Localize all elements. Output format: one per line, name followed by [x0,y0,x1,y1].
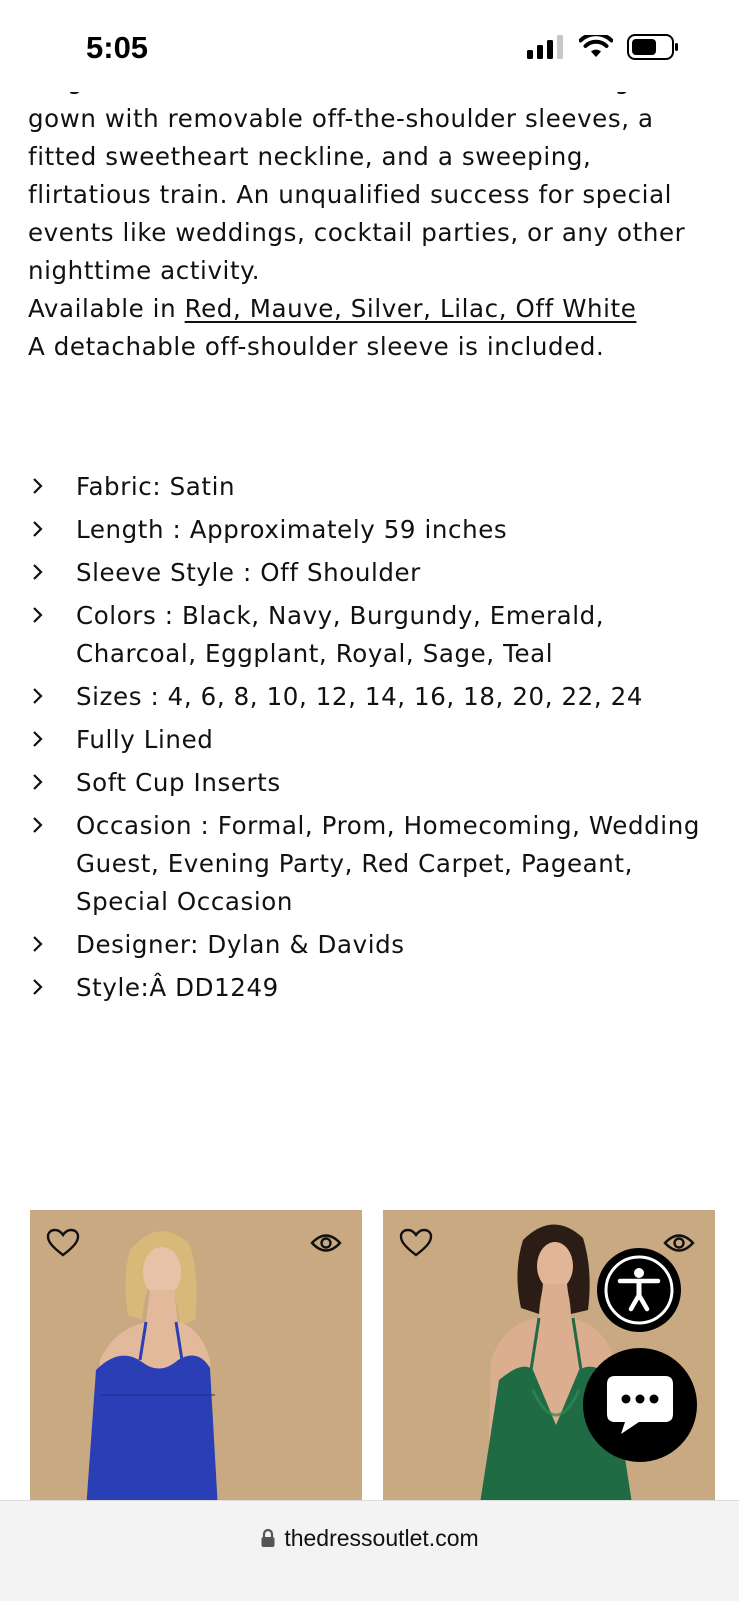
chevron-right-icon [28,727,48,751]
spec-item [28,807,718,921]
spec-item [28,468,718,506]
chevron-right-icon [28,517,48,541]
spec-text: Designer: Dylan & Davids [76,930,405,959]
heart-icon[interactable] [399,1228,433,1258]
chevron-right-icon [28,684,48,708]
spec-item [28,597,718,673]
cellular-signal-icon [527,35,565,59]
chevron-right-icon [28,813,48,837]
spec-item [28,969,718,1007]
available-prefix: Available in [28,294,185,323]
status-icons [527,34,679,60]
wifi-icon [579,35,613,59]
url-display[interactable] [0,1525,739,1552]
spec-text: Occasion : Formal, Prom, Homecoming, Wedding Guest, Evening Party, Red Carpet, Pageant, Special Occasion [76,811,700,916]
product-card[interactable] [30,1210,362,1510]
chat-bubble-icon [605,1374,675,1436]
available-color-links[interactable]: Red, Mauve, Silver, Lilac, Off White [184,294,637,323]
sleeve-note: A detachable off-shoulder sleeve is included. [28,332,605,361]
spec-text: Length : Approximately 59 inches [76,515,508,544]
url-text: thedressoutlet.com [284,1525,479,1551]
chevron-right-icon [28,975,48,999]
spec-text: Fabric: Satin [76,472,236,501]
spec-item [28,554,718,592]
chevron-right-icon [28,474,48,498]
chevron-right-icon [28,560,48,584]
spec-item [28,511,718,549]
description-body: gown with removable off-the-shoulder sleeves, a fitted sweetheart neckline, and a sweeping, flirtatious train. An unqualified success for special events like weddings, cocktail parties, or any other nighttime activity. [28,104,686,285]
spec-list [28,468,718,1007]
chevron-right-icon [28,603,48,627]
accessibility-button[interactable] [597,1248,681,1332]
chat-button[interactable] [583,1348,697,1462]
spec-text: Soft Cup Inserts [76,768,281,797]
eye-icon[interactable] [663,1232,695,1254]
chevron-right-icon [28,932,48,956]
status-time: 5:05 [86,30,149,65]
spec-item [28,764,718,802]
spec-item [28,678,718,716]
spec-text: Fully Lined [76,725,214,754]
spec-text: Sizes : 4, 6, 8, 10, 12, 14, 16, 18, 20, 22, 24 [76,682,644,711]
spec-text: Sleeve Style : Off Shoulder [76,558,421,587]
browser-url-bar[interactable] [0,1500,739,1601]
eye-icon[interactable] [310,1232,342,1254]
spec-item [28,926,718,964]
accessibility-icon [602,1253,676,1327]
available-colors [28,290,718,328]
spec-text: Colors : Black, Navy, Burgundy, Emerald, Charcoal, Eggplant, Royal, Sage, Teal [76,601,605,668]
spec-text: Style:Â DD1249 [76,973,279,1002]
battery-icon [627,34,679,60]
chevron-right-icon [28,770,48,794]
spec-item [28,721,718,759]
product-description [28,62,718,1012]
status-bar [0,0,739,92]
lock-icon [260,1528,276,1548]
heart-icon[interactable] [46,1228,80,1258]
